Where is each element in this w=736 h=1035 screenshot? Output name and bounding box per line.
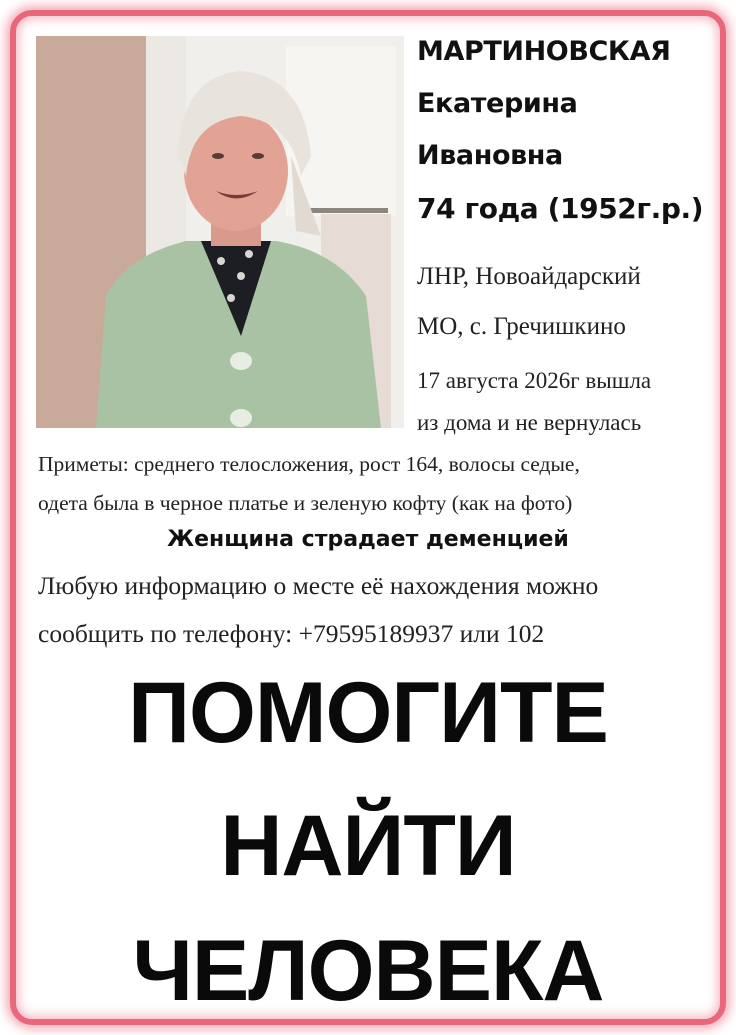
- surname: МАРТИНОВСКАЯ: [417, 36, 671, 67]
- missing-date-line-2: из дома и не вернулась: [417, 410, 642, 435]
- portrait-illustration: [36, 36, 404, 428]
- age: 74 года (1952г.р.): [417, 192, 704, 225]
- patronymic: Ивановна: [417, 140, 563, 171]
- contact-info-line-2: сообщить по телефону: +79595189937 или 102: [38, 619, 545, 648]
- headline-line-2: НАЙТИ: [220, 798, 516, 894]
- missing-date-line-1: 17 августа 2026г вышла: [417, 368, 652, 393]
- description-line-2: одета была в черное платье и зеленую кофту (как на фото): [38, 491, 573, 515]
- description-line-1: Приметы: среднего телосложения, рост 164, волосы седые,: [38, 452, 580, 476]
- location-line-1: ЛНР, Новоайдарский: [417, 263, 641, 290]
- location-line-2: МО, с. Гречишкино: [417, 313, 626, 340]
- contact-info-line-1: Любую информацию о месте её нахождения можно: [38, 571, 599, 600]
- first-name: Екатерина: [417, 88, 578, 119]
- dementia-notice: Женщина страдает деменцией: [167, 527, 569, 552]
- headline-line-3: ЧЕЛОВЕКА: [132, 923, 604, 1019]
- headline-line-1: ПОМОГИТЕ: [128, 665, 608, 761]
- missing-person-photo: [36, 36, 404, 428]
